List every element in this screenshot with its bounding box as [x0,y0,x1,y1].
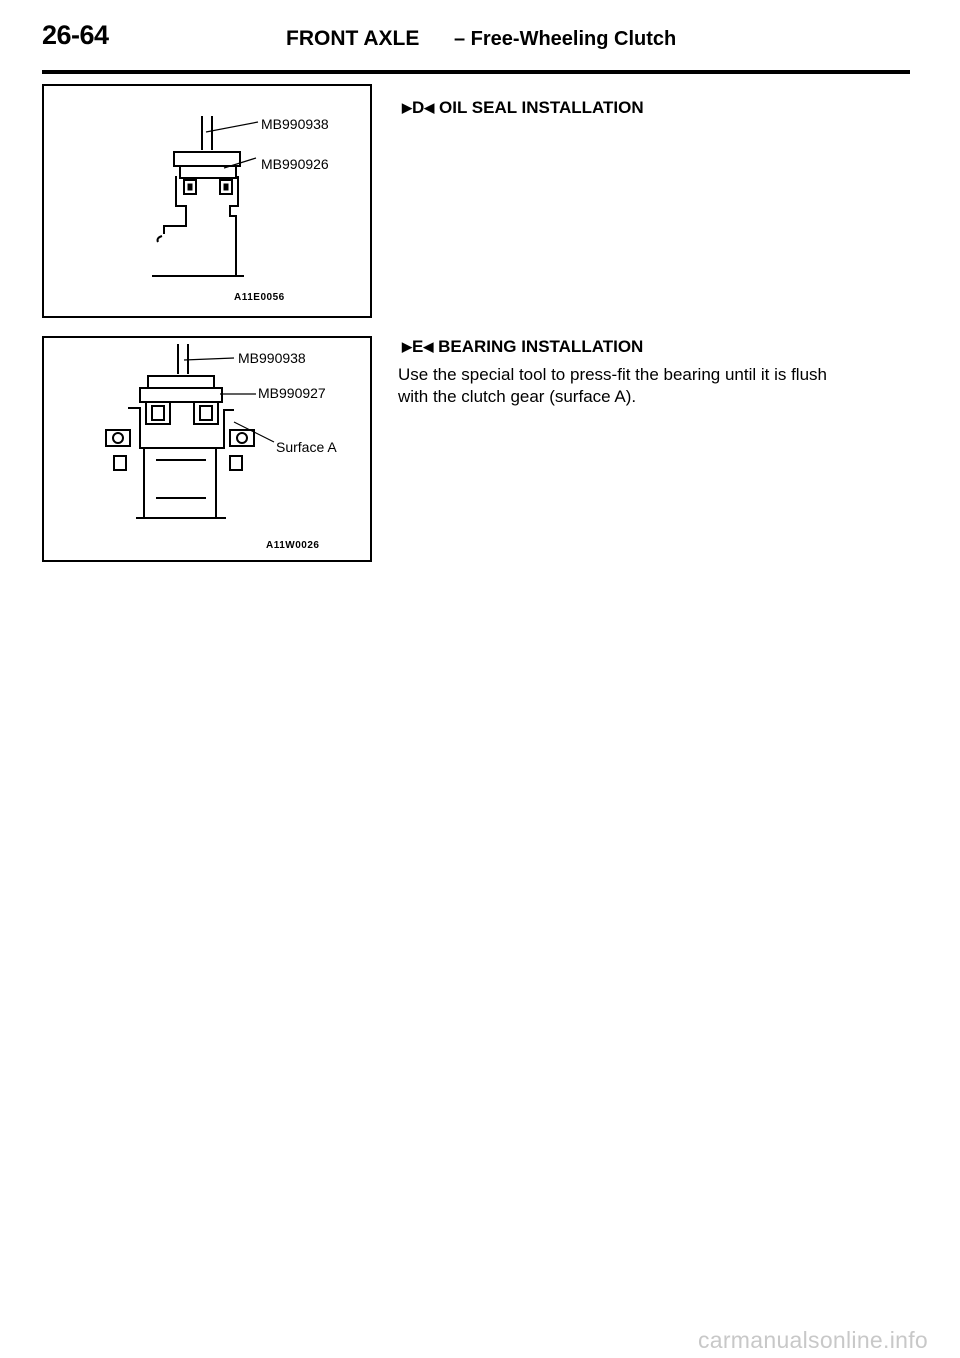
subsection-title: – Free-Wheeling Clutch [454,28,677,50]
tool-label-mb990938: MB990938 [238,350,306,366]
section-title-text: BEARING INSTALLATION [438,337,644,356]
instruction-line: Use the special tool to press-fit the bearing until it is flush [398,365,827,384]
bearing-instructions [398,364,914,408]
surface-a-label: Surface A [276,439,337,455]
bearing-installation-figure [42,336,372,562]
section-letter: D [412,98,425,117]
instruction-line: with the clutch gear (surface A). [398,387,637,406]
watermark-text: carmanualsonline.info [697,1327,928,1353]
marker-left-arrow: ◀ [423,339,434,354]
figure-code: A11W0026 [266,540,320,551]
section-letter: E [412,337,424,356]
marker-left-arrow: ◀ [424,100,435,115]
section-heading-bearing [402,337,643,357]
tool-label-mb990927: MB990927 [258,385,326,401]
oil-seal-installation-figure [42,84,372,318]
page-header [42,20,910,80]
marker-right-arrow: ▶ [402,339,412,354]
page-number: 26-64 [42,20,109,50]
tool-label-mb990926: MB990926 [261,156,329,172]
header-rule [42,70,910,74]
marker-right-arrow: ▶ [402,100,412,115]
section-title-text: OIL SEAL INSTALLATION [439,98,644,117]
tool-label-mb990938: MB990938 [261,116,329,132]
figure-code: A11E0056 [234,292,285,303]
section-title: FRONT AXLE [286,27,420,50]
section-heading-oil-seal [402,98,644,118]
